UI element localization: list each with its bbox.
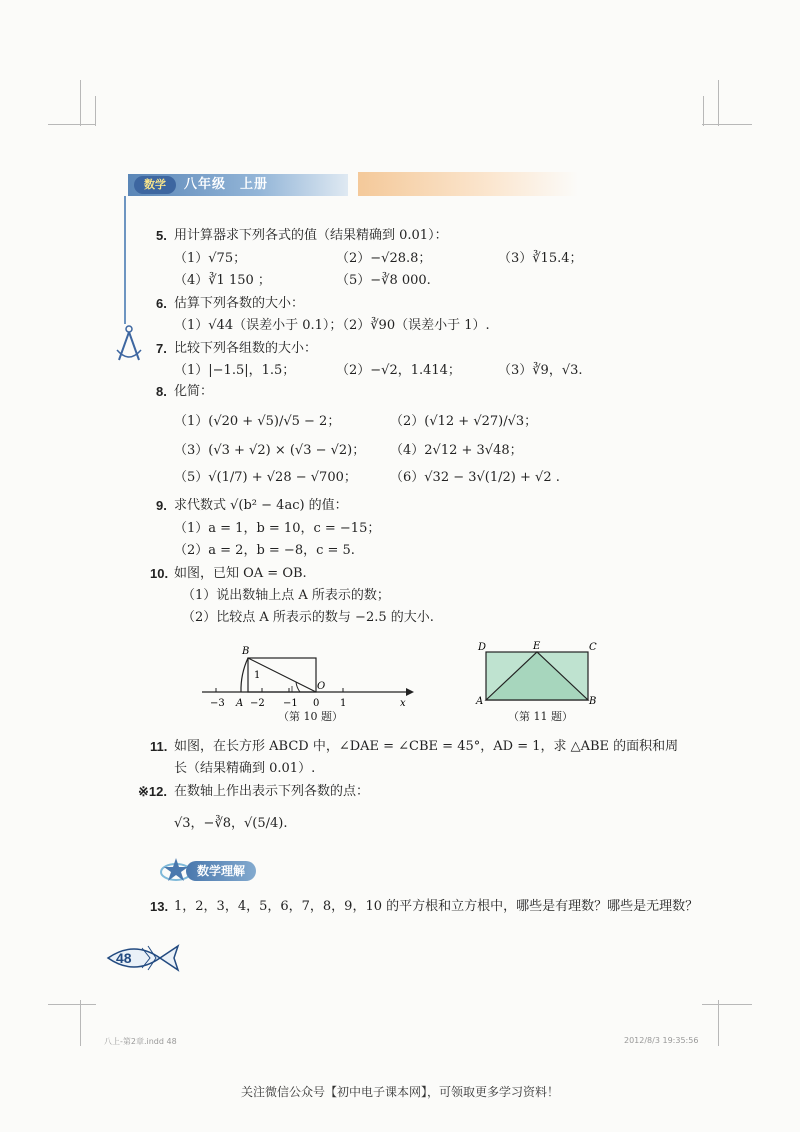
problem-number: 11. — [150, 739, 168, 754]
problem-item: （1）√44（误差小于 0.1）； — [174, 318, 343, 333]
problem-text: 如图，在长方形 ABCD 中，∠DAE = ∠CBE = 45°，AD = 1，求 △ABE 的面积和周 — [174, 739, 679, 754]
crop-mark — [703, 96, 704, 126]
figure-11 — [472, 638, 602, 708]
point-label: C — [589, 642, 597, 653]
crop-mark — [48, 124, 96, 125]
problem-item: （3）(√3 + √2) × (√3 − √2)； — [174, 443, 366, 458]
problem-number: 8. — [156, 384, 167, 399]
problem-item: （2）a = 2，b = −8，c = 5. — [174, 543, 355, 558]
problem-prompt: 求代数式 √(b² − 4ac) 的值： — [174, 498, 348, 513]
problem-number: 10. — [150, 566, 169, 581]
tick-label: −1 — [283, 698, 298, 709]
tick-label: 1 — [340, 698, 347, 709]
problem-item: （4）2√12 + 3√48； — [390, 443, 523, 458]
problem-text: 长（结果精确到 0.01）. — [174, 761, 316, 776]
axis-label: x — [400, 698, 406, 709]
point-label: E — [533, 641, 541, 652]
crop-mark — [718, 1000, 719, 1046]
problem-item: （2）−√28.8； — [336, 251, 432, 266]
crop-mark — [95, 96, 96, 126]
problem-item: （2）(√12 + √27)/√3； — [390, 414, 538, 429]
problem-item: （2）∛90（误差小于 1）. — [336, 318, 490, 333]
crop-mark — [80, 1000, 81, 1046]
problem-item: （5）−∛8 000. — [336, 273, 431, 288]
problem-item: （3）∛15.4； — [498, 251, 583, 266]
section-title: 数学理解 — [186, 861, 256, 881]
problem-prompt: 如图，已知 OA = OB. — [174, 566, 307, 581]
problem-number: 6. — [156, 296, 167, 311]
point-label: B — [589, 696, 597, 707]
problem-item: （5）√(1/7) + √28 − √700； — [174, 470, 357, 485]
problem-text: 1，2，3，4，5，6，7，8，9，10 的平方根和立方根中，哪些是有理数？哪些是无理数？ — [174, 899, 699, 914]
crop-mark — [48, 1004, 96, 1005]
problem-item: （1）√75； — [174, 251, 247, 266]
file-info: 八上-第2章.indd 48 — [104, 1037, 177, 1046]
problem-item: （1）a = 1，b = 10，c = −15； — [174, 521, 381, 536]
subject-badge: 数学 — [134, 176, 176, 194]
problem-number: 13. — [150, 899, 169, 914]
point-label: B — [242, 646, 250, 657]
problem-item: （2）比较点 A 所表示的数与 −2.5 的大小. — [182, 610, 434, 625]
problem-item: （3）∛9，√3. — [498, 363, 583, 378]
crop-mark — [718, 80, 719, 126]
point-label: O — [317, 681, 326, 692]
problem-item: （6）√32 − 3√(1/2) + √2 . — [390, 470, 560, 485]
header-decoration — [358, 172, 578, 196]
tick-label: −2 — [250, 698, 265, 709]
problem-item: （2）−√2，1.414； — [336, 363, 461, 378]
footer-note: 关注微信公众号【初中电子课本网】，可领取更多学习资料！ — [240, 1085, 559, 1099]
figure-10 — [196, 636, 416, 716]
compass-icon — [113, 324, 145, 364]
tick-label: −3 — [210, 698, 225, 709]
tick-label: 0 — [313, 698, 320, 709]
figure-caption: （第 11 题） — [508, 710, 573, 723]
margin-rule — [124, 196, 126, 324]
crop-mark — [702, 1004, 752, 1005]
figure-caption: （第 10 题） — [278, 710, 343, 723]
point-label: A — [236, 698, 244, 709]
problem-item: √3，−∛8，√(5/4). — [174, 816, 288, 831]
problem-number: 9. — [156, 498, 167, 513]
problem-number: ※12. — [138, 784, 167, 799]
problem-item: （1）(√20 + √5)/√5 − 2； — [174, 414, 341, 429]
problem-prompt: 比较下列各组数的大小： — [174, 341, 318, 356]
crop-mark — [702, 124, 752, 125]
problem-item: （1）|−1.5|，1.5̇； — [174, 363, 296, 378]
point-label: A — [476, 696, 484, 707]
problem-number: 5. — [156, 228, 167, 243]
problem-prompt: 化简： — [174, 384, 214, 399]
book-title: 八年级 上册 — [184, 177, 269, 192]
timestamp: 2012/8/3 19:35:56 — [624, 1036, 699, 1045]
problem-number: 7. — [156, 341, 167, 356]
problem-prompt: 估算下列各数的大小： — [174, 296, 305, 311]
problem-item: （1）说出数轴上点 A 所表示的数； — [182, 588, 390, 603]
point-label: D — [478, 642, 487, 653]
problem-prompt: 在数轴上作出表示下列各数的点： — [174, 784, 370, 799]
problem-item: （4）∛1 150 ； — [174, 273, 271, 288]
crop-mark — [80, 80, 81, 126]
page-number: 48 — [116, 950, 132, 966]
segment-label: 1 — [254, 670, 261, 681]
problem-prompt: 用计算器求下列各式的值（结果精确到 0.01）： — [174, 228, 448, 243]
